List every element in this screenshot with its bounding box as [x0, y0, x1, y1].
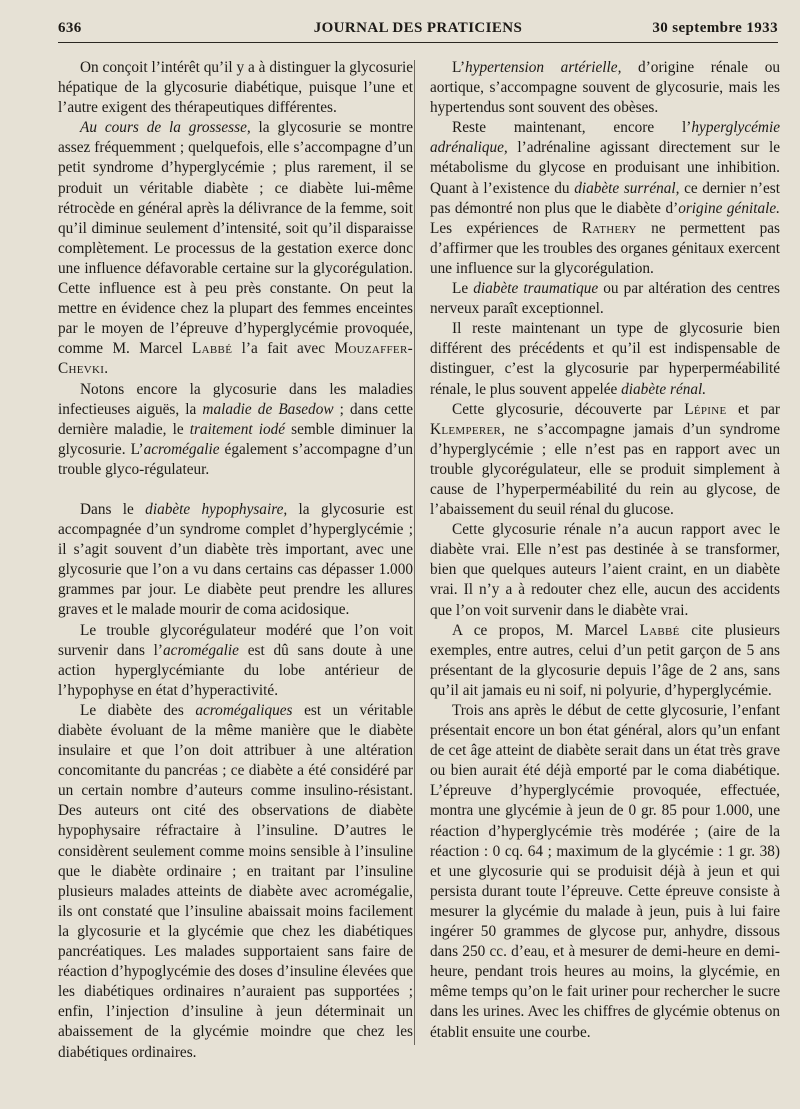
- issue-date: 30 septembre 1933: [652, 20, 778, 36]
- author-name: Lépine: [684, 400, 727, 418]
- page-number: 636: [58, 20, 82, 36]
- paragraph-text: Le: [452, 280, 474, 298]
- paragraph-text: .: [104, 360, 109, 378]
- author-name: Mouzaffer-Chevki: [58, 340, 413, 378]
- column-divider: [414, 60, 415, 1045]
- paragraph-text: , ne s’accompagne jamais d’un syndrome d’hyperglycémie ; elle n’est pas en rapport avec un trouble glycorégulateur, elle se produit simplement à cause de l’hyperperméabilité du rein au glycose, de l’abaissement du seuil rénal du glucose.: [430, 420, 780, 519]
- italic-term: diabète hypophysaire,: [145, 500, 288, 518]
- paragraph-maladies-infectieuses: [58, 380, 413, 480]
- italic-term: Au cours de la grossesse,: [80, 119, 251, 137]
- paragraph-glycosurie-hepatique: On conçoit l’intérêt qu’il y a à distinguer la glycosurie hépatique de la glycosurie diabétique, puisque l’une et l’autre exigent des thérapeutiques différentes.: [58, 59, 413, 117]
- paragraph-text: d’origine rénale ou aortique, s’accompagne souvent de glycosurie, mais les hypertendus sont souvent des obèses.: [430, 59, 781, 117]
- italic-term: diabète surrénal,: [574, 179, 680, 197]
- paragraph-text: est dû sans doute à une action hyperglycémiante du lobe antérieur de l’hypophyse en état d’hyperactivité.: [58, 641, 413, 699]
- paragraph-text: L’: [452, 59, 466, 76]
- italic-term: origine génitale.: [678, 199, 780, 217]
- paragraph-text: Reste maintenant, encore l’: [452, 119, 692, 137]
- paragraph-hyperglycemie-adrenalique: [430, 118, 780, 279]
- paragraph-grossesse: [58, 118, 413, 379]
- paragraph-text: Notons encore la glycosurie dans les maladies infectieuses aiguës, la: [58, 380, 413, 418]
- left-column: [58, 58, 413, 1063]
- paragraph-labbe-exemples: [430, 621, 780, 701]
- paragraph-text: Les expériences de: [430, 219, 582, 237]
- paragraph-text: Le diabète des: [80, 701, 196, 719]
- italic-term: acromégalie: [143, 440, 220, 458]
- paragraph-diabete-hypophysaire: [58, 500, 413, 621]
- running-header: [58, 18, 778, 43]
- italic-term: hyperglycémie adrénalique,: [430, 119, 780, 157]
- paragraph-text: Il reste maintenant un type de glycosurie bien différent des précédents et qu’il est indispensable de distinguer, c’est la glycosurie par hyperperméabilité rénale, le plus souvent appelée: [430, 320, 780, 398]
- paragraph-text: A ce propos, M. Marcel: [452, 621, 640, 639]
- italic-term: diabète rénal.: [621, 380, 707, 398]
- paragraph-text: ; dans cette dernière maladie, le: [58, 400, 413, 438]
- paragraph-epreuve-hyperglycemie: Trois ans après le début de cette glycosurie, l’enfant présentait encore un bon état général, alors qu’un enfant de cet âge atteint de diabète serait dans un état très grave ou bien aurait été déjà emporté par le coma diabétique. L’épreuve d’hyperglycémie provoquée, effectuée, montra une glycémie à jeun de 0 gr. 85 pour 1.000, une réaction d’hyperglycémie très modérée ; (aire de la réaction : 0 cq. 64 ; maximum de la glycémie : 1 gr. 38) et une glycosurie qui se produisit déjà à jeun et qui persista durant toute l’épreuve. Cette épreuve consiste à mesurer la glycémie du malade à jeun, puis à lui faire ingérer 50 grammes de glycose pur, anhydre, dissous dans 250 cc. d’eau, et à mesurer de demi-heure en demi-heure, pendant trois heures au moins, la glycémie, en même temps qu’on le fait uriner pour rechercher le sucre dans les urines. Avec les chiffres de glycémie obtenus on établit ensuite une courbe.: [430, 702, 780, 1041]
- italic-term: acromégaliques: [195, 701, 293, 719]
- paragraph-text: ne permettent pas d’affirmer que les troubles des organes génitaux exercent une influence sur la glycorégulation.: [430, 219, 780, 277]
- paragraph-text: ce dernier n’est pas démontré non plus que le diabète d’: [430, 179, 780, 217]
- paragraph-glycosurie-renale: Cette glycosurie rénale n’a aucun rapport avec le diabète vrai. Elle n’est pas destinée à se transformer, bien que quelques auteurs l’aient craint, en un diabète vrai. Il n’y a à redouter chez elle, aucun des accidents que l’on voit survenir dans le diabète vrai.: [430, 521, 780, 619]
- paragraph-diabete-traumatique: [430, 279, 780, 319]
- paragraph-text: l’adrénaline agissant directement sur le métabolisme du glycose en produisant une inhibition. Quant à l’existence du: [430, 139, 780, 197]
- paragraph-hyperpermeabilite-renale: [430, 319, 780, 399]
- paragraph-text: cite plusieurs exemples, entre autres, celui d’un petit garçon de 5 ans présentant de la glycosurie depuis l’âge de 2 ans, sans qu’il ait jamais eu ni soif, ni polyurie, d’hyperglycémie.: [430, 621, 781, 699]
- paragraph-text: Dans le: [80, 500, 146, 518]
- paragraph-text: l’a fait avec: [232, 340, 335, 358]
- author-name: Klemperer: [430, 420, 502, 438]
- paragraph-text: Le trouble glycorégulateur modéré que l’on voit survenir dans l’: [58, 621, 413, 659]
- paragraph-hypertension: [430, 58, 780, 118]
- paragraph-text: et par: [726, 400, 780, 418]
- paragraph-text: est un véritable diabète évoluant de la même manière que le diabète insulaire et que l’on doit attribuer à une altération concomitante du pancréas ; ce diabète a été considéré par un certain nombre d’auteurs comme insulino-résistant. Des auteurs ont cité des observations de diabète hypophysaire réfractaire à l’insuline. D’autres le considèrent seulement comme moins sensible à l’insuline que le diabète ordinaire ; en traitant par l’insuline plusieurs malades atteints de diabète avec acromégalie, ils ont constaté que l’insuline abaissait moins facilement la glycosurie et la glycémie que chez les diabétiques pancréatiques. Les malades supportaient sans faire de réaction d’hypoglycémie des doses d’insuline élevées que les diabétiques ordinaires n’auraient pas supportées ; enfin, l’injection d’insuline à jeun déterminait un abaissement de la glycémie moindre que chez les diabétiques ordinaires.: [58, 701, 413, 1061]
- author-name: Rathery: [581, 219, 637, 237]
- paragraph-text: la glycosurie est accompagnée d’un syndrome complet d’hyperglycémie ; il s’agit souvent d’un diabète très important, avec une glycosurie que l’on a vu dans certains cas dépasser 1.000 grammes par jour. Le diabète peut prendre les allures graves et le malade mourir de coma acidosique.: [58, 500, 413, 619]
- paragraph-text: la glycosurie se montre assez fréquemment ; quelquefois, elle s’accompagne d’un petit syndrome d’hyperglycémie ; plus rarement, il se produit un véritable diabète ; ce diabète lui-même rétrocède en général après la délivrance de la femme, soit qu’il diminue seulement d’intensité, soit qu’il disparaisse complètement. Le processus de la gestation exerce donc une influence défavorable certaine sur la glycorégulation. Cette influence est à peu près constante. On peut la mettre en évidence chez la plupart des femmes enceintes par le moyen de l’épreuve d’hyperglycémie provoquée, comme M. Marcel: [58, 119, 413, 358]
- paragraph-text: ou par altération des centres nerveux paraît exceptionnel.: [430, 280, 780, 318]
- italic-term: diabète traumatique: [473, 280, 599, 298]
- paragraph-diabete-acromegaliques: [58, 701, 413, 1063]
- paragraph-trouble-glycoregulateur: [58, 621, 413, 701]
- right-column: [430, 58, 780, 1043]
- paragraph-text: semble diminuer la glycosurie. L’: [58, 420, 413, 458]
- paragraph-text: Cette glycosurie, découverte par: [452, 400, 685, 418]
- italic-term: traitement iodé: [189, 420, 286, 438]
- author-name: Labbé: [192, 340, 233, 358]
- italic-term: hypertension artérielle,: [465, 59, 622, 76]
- journal-title: JOURNAL DES PRATICIENS: [313, 20, 523, 36]
- paragraph-text: également s’accompagne d’un trouble glyco-régulateur.: [58, 440, 413, 478]
- author-name: Labbé: [639, 621, 680, 639]
- paragraph-lepine-klemperer: [430, 400, 780, 521]
- italic-term: acromégalie: [163, 641, 239, 659]
- italic-term: maladie de Basedow: [202, 400, 334, 418]
